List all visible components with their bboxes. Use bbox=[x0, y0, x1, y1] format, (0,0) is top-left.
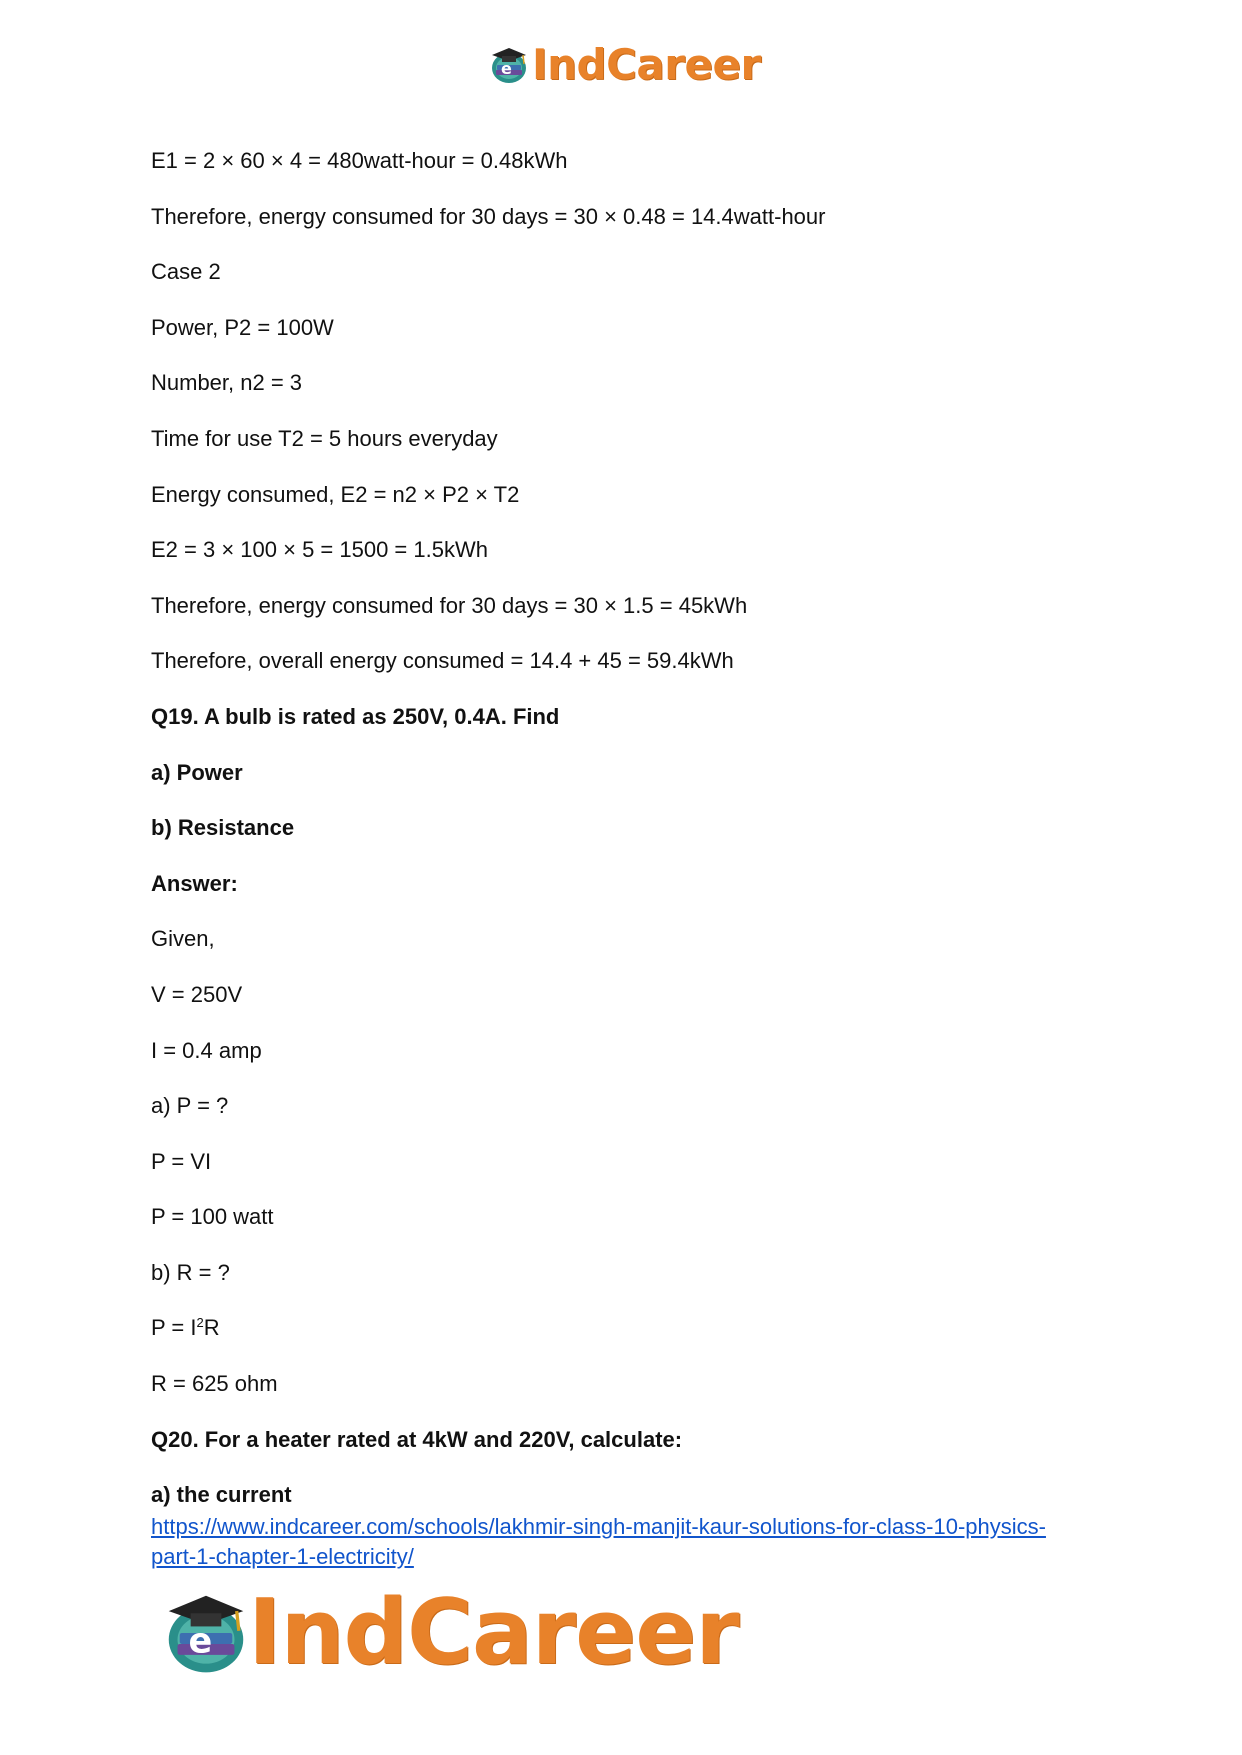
brand-name: IndCareer bbox=[532, 40, 761, 89]
graduation-book-icon bbox=[160, 1587, 252, 1679]
formula-part: R bbox=[203, 1315, 220, 1341]
source-link[interactable] bbox=[151, 1512, 1111, 1572]
brand-name-large: IndCareer bbox=[248, 1580, 739, 1685]
text-line: Therefore, energy consumed for 30 days = 30 × 1.5 = 45kWh bbox=[151, 592, 748, 618]
heading-line: a) Power bbox=[151, 759, 243, 785]
text-line: V = 250V bbox=[151, 981, 243, 1007]
text-line: Therefore, energy consumed for 30 days = 30 × 0.48 = 14.4watt-hour bbox=[151, 203, 826, 229]
text-line: Number, n2 = 3 bbox=[151, 370, 303, 396]
graduation-book-icon bbox=[488, 44, 530, 86]
text-line: Energy consumed, E2 = n2 × P2 × T2 bbox=[151, 481, 520, 507]
svg-text:e: e bbox=[188, 1620, 213, 1662]
text-line: E1 = 2 × 60 × 4 = 480watt-hour = 0.48kWh bbox=[151, 148, 568, 173]
text-line: P = 100 watt bbox=[151, 1204, 274, 1230]
text-line: I = 0.4 amp bbox=[151, 1037, 262, 1063]
document-body bbox=[151, 148, 1111, 1512]
heading-line: Q19. A bulb is rated as 250V, 0.4A. Find bbox=[151, 703, 560, 729]
text-line: b) R = ? bbox=[151, 1259, 230, 1285]
text-line: P = VI bbox=[151, 1148, 212, 1174]
heading-line: Q20. For a heater rated at 4kW and 220V, calculate: bbox=[151, 1426, 683, 1452]
text-line: Given, bbox=[151, 926, 215, 952]
heading-line: Answer: bbox=[151, 870, 238, 896]
header-logo bbox=[488, 40, 761, 89]
text-line: Time for use T2 = 5 hours everyday bbox=[151, 425, 498, 451]
heading-line: a) the current bbox=[151, 1482, 292, 1508]
text-line: R = 625 ohm bbox=[151, 1371, 278, 1397]
text-line: a) P = ? bbox=[151, 1093, 229, 1119]
superscript: 2 bbox=[196, 1315, 204, 1331]
source-link-line-2: part-1-chapter-1-electricity/ bbox=[151, 1544, 414, 1569]
text-line: E2 = 3 × 100 × 5 = 1500 = 1.5kWh bbox=[151, 537, 488, 563]
footer-logo bbox=[160, 1580, 739, 1685]
heading-line: b) Resistance bbox=[151, 815, 295, 841]
svg-text:e: e bbox=[501, 58, 512, 78]
text-line bbox=[151, 1315, 1111, 1341]
source-link-line-1: https://www.indcareer.com/schools/lakhmir-singh-manjit-kaur-solutions-for-class-10-physics- bbox=[151, 1514, 1046, 1539]
text-line: Case 2 bbox=[151, 259, 221, 285]
text-line: Power, P2 = 100W bbox=[151, 314, 334, 340]
formula-part: P = I bbox=[151, 1315, 197, 1341]
text-line: Therefore, overall energy consumed = 14.4 + 45 = 59.4kWh bbox=[151, 648, 734, 674]
